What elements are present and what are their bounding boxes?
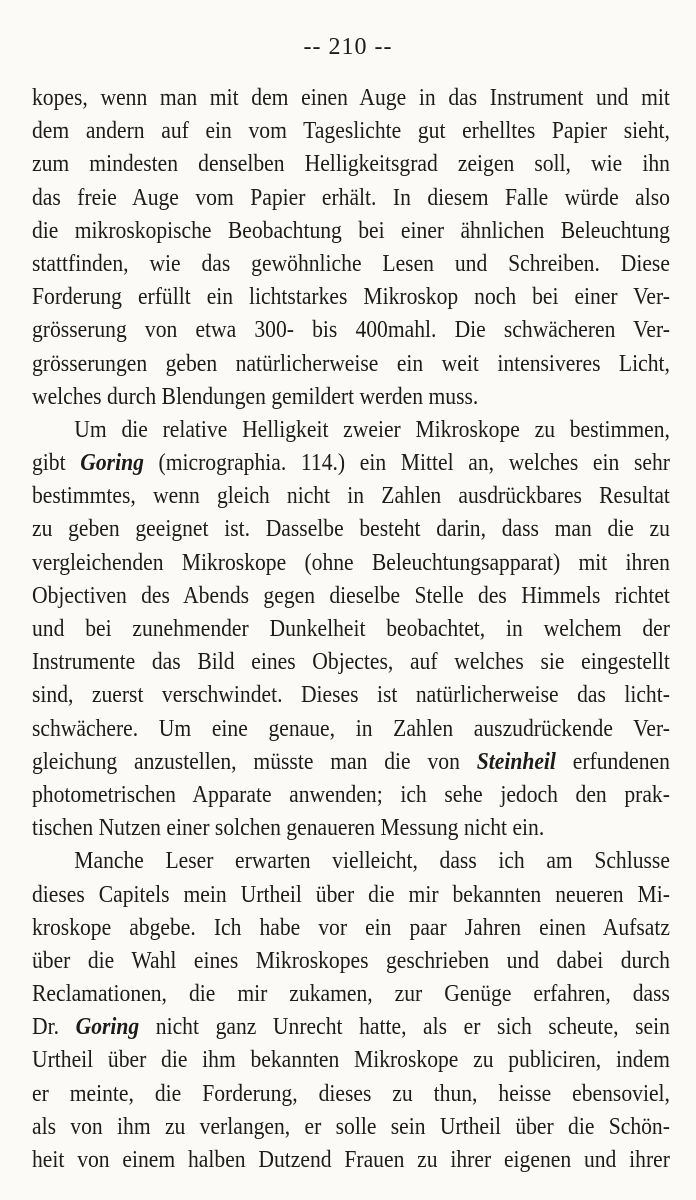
text-line: sind, zuerst verschwindet. Dieses ist natürlicherweise das licht- (32, 682, 670, 709)
text-line: Um die relative Helligkeit zweier Mikroskope zu bestimmen, (74, 416, 670, 443)
text-line: tischen Nutzen einer solchen genaueren Messung nicht ein. (32, 815, 545, 842)
text-line: zum mindesten denselben Helligkeitsgrad zeigen soll, wie ihn (32, 151, 670, 178)
text-line: grösserung von etwa 300- bis 400mahl. Die schwächeren Ver- (32, 317, 670, 344)
text-line: Urtheil über die ihm bekannten Mikroskope zu publiciren, indem (32, 1047, 670, 1074)
text-line: stattfinden, wie das gewöhnliche Lesen und Schreiben. Diese (32, 250, 670, 277)
body-text (32, 82, 670, 1177)
text-line: bestimmtes, wenn gleich nicht in Zahlen ausdrückbares Resultat (32, 483, 670, 510)
line-text-segment: Dr. (32, 1014, 76, 1041)
person-name: Goring (75, 1014, 140, 1041)
line-text-segment: (micrographia. 114.) ein Mittel an, welches ein sehr (143, 450, 670, 477)
text-line: über die Wahl eines Mikroskopes geschrieben und dabei durch (32, 947, 670, 974)
text-line: die mikroskopische Beobachtung bei einer ähnlichen Beleuchtung (32, 217, 670, 244)
text-line: Forderung erfüllt ein lichtstarkes Mikroskop noch bei einer Ver- (32, 284, 670, 311)
text-line: heit von einem halben Dutzend Frauen zu ihrer eigenen und ihrer (32, 1147, 670, 1173)
text-line: welches durch Blendungen gemildert werden muss. (32, 383, 479, 410)
line-text-segment: erfundenen (555, 748, 670, 775)
line-text-segment: nicht ganz Unrecht hatte, als er sich scheute, sein (139, 1014, 670, 1041)
text-line: grösserungen geben natürlicherweise ein weit intensiveres Licht, (32, 350, 670, 377)
text-line: er meinte, die Forderung, dieses zu thun, heisse ebensoviel, (32, 1080, 670, 1107)
text-line: vergleichenden Mikroskope (ohne Beleuchtungsapparat) mit ihren (32, 549, 670, 576)
text-line: Instrumente das Bild eines Objectes, auf welches sie eingestellt (32, 649, 670, 676)
text-line: photometrischen Apparate anwenden; ich sehe jedoch den prak- (32, 781, 670, 808)
line-text-segment: gibt (32, 450, 81, 477)
text-line (32, 447, 670, 480)
text-line: zu geben geeignet ist. Dasselbe besteht darin, dass man die zu (32, 516, 670, 543)
person-name: Goring (80, 450, 144, 477)
page-number: -- 210 -- (303, 34, 393, 60)
line-text-segment: gleichung anzustellen, müsste man die von (32, 748, 477, 775)
text-line: und bei zunehmender Dunkelheit beobachtet, in welchem der (32, 616, 670, 642)
text-line (32, 1011, 670, 1044)
text-line: schwächere. Um eine genaue, in Zahlen auszudrückende Ver- (32, 715, 670, 742)
text-line: das freie Auge vom Papier erhält. In diesem Falle würde also (32, 184, 670, 211)
text-line: als von ihm zu verlangen, er solle sein Urtheil über die Schön- (32, 1113, 670, 1140)
text-line: dem andern auf ein vom Tageslichte gut erhelltes Papier sieht, (32, 118, 670, 145)
text-line (32, 746, 670, 779)
person-name: Steinheil (476, 748, 556, 775)
text-line: kroskope abgebe. Ich habe vor ein paar Jahren einen Aufsatz (32, 914, 670, 941)
text-line: Objectiven des Abends gegen dieselbe Stelle des Himmels richtet (32, 582, 670, 609)
text-line: Reclamationen, die mir zukamen, zur Genüge erfahren, dass (32, 981, 670, 1008)
text-line: kopes, wenn man mit dem einen Auge in das Instrument und mit (32, 85, 670, 111)
text-line: Manche Leser erwarten vielleicht, dass ich am Schlusse (74, 848, 670, 875)
text-line: dieses Capitels mein Urtheil über die mir bekannten neueren Mi- (32, 881, 670, 908)
